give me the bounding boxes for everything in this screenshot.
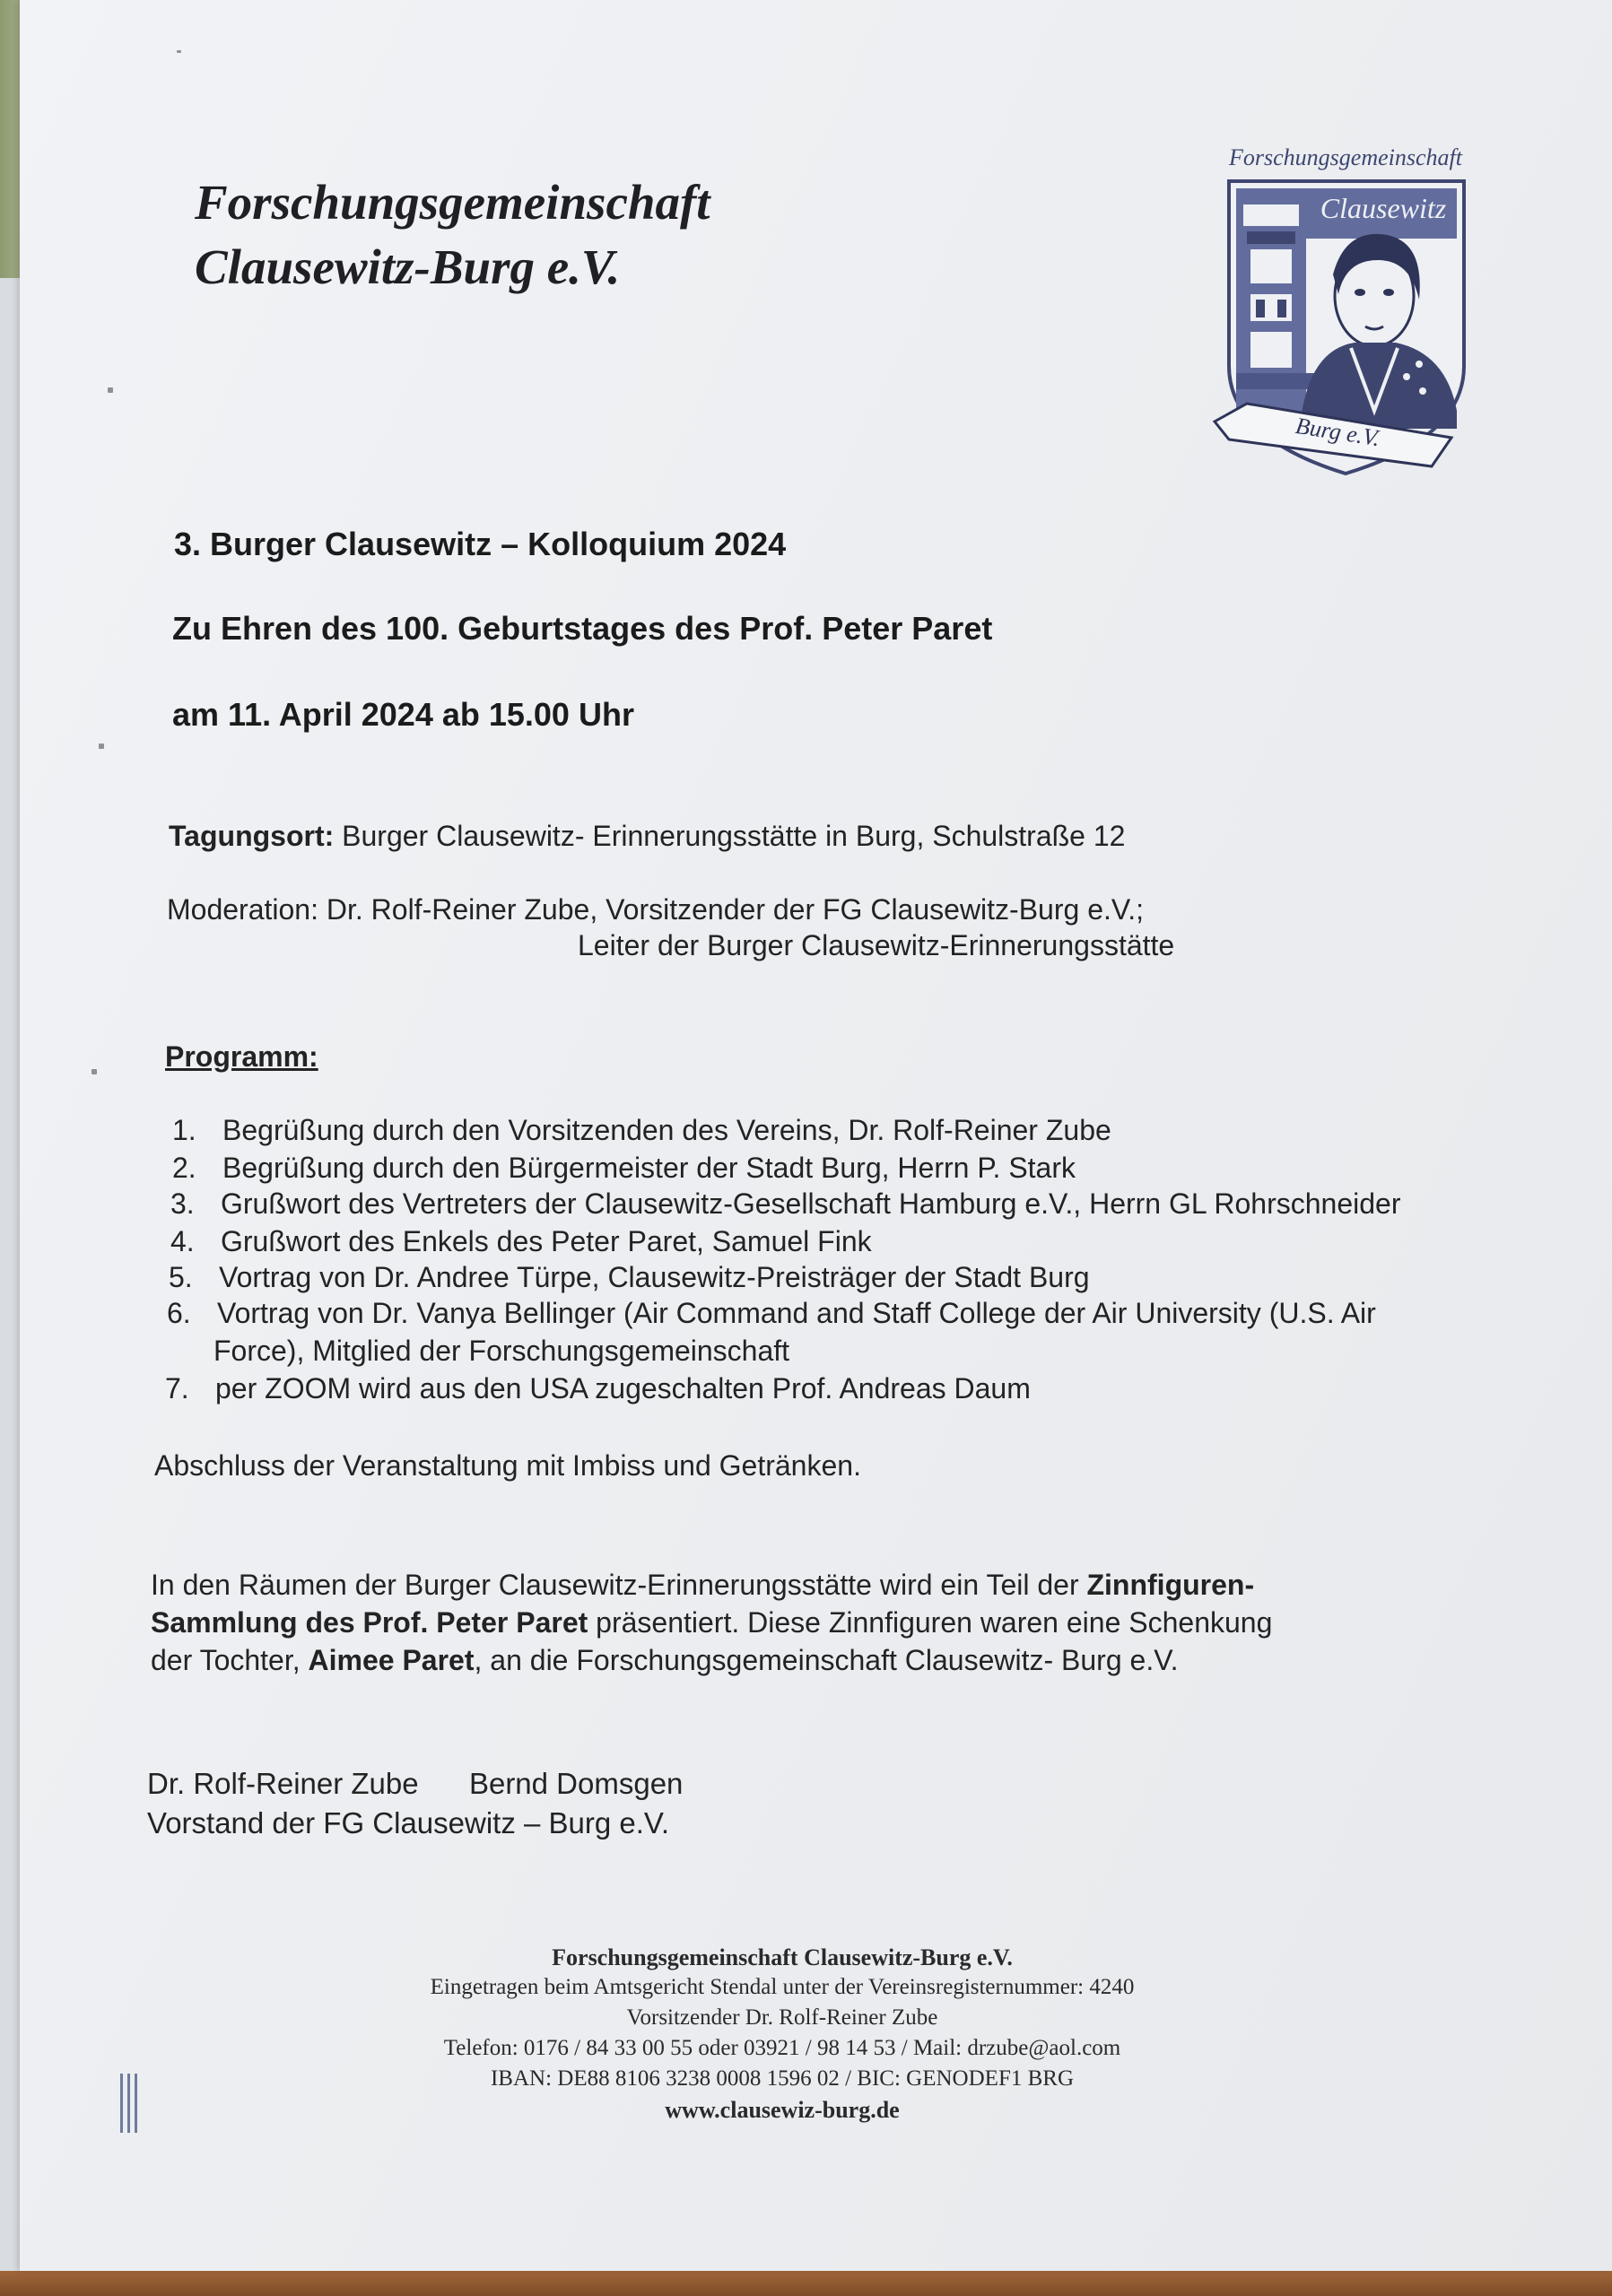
collection-text: präsentiert. Diese Zinnfiguren waren eine Schenkung (588, 1606, 1273, 1639)
moderation-line2: Leiter der Burger Clausewitz-Erinnerungsstätte (578, 929, 1175, 961)
program-heading: Programm: (165, 1040, 318, 1073)
moderation-line1: Moderation: Dr. Rolf-Reiner Zube, Vorsitzender der FG Clausewitz-Burg e.V.; (167, 893, 1145, 926)
program-item-number: 7. (165, 1372, 189, 1405)
program-item-text: Begrüßung durch den Vorsitzenden des Vereins, Dr. Rolf-Reiner Zube (222, 1114, 1111, 1146)
margin-mark (120, 2074, 140, 2133)
program-item-text-continued: Force), Mitglied der Forschungsgemeinschaft (213, 1335, 790, 1367)
paper-speck (108, 387, 113, 393)
collection-highlight: Zinnfiguren- (1086, 1569, 1255, 1601)
venue-line (169, 820, 1125, 853)
program-item-text: per ZOOM wird aus den USA zugeschalten Prof. Andreas Daum (215, 1372, 1031, 1405)
program-item-text: Vortrag von Dr. Vanya Bellinger (Air Command and Staff College der Air University (U.S. Air (217, 1297, 1376, 1329)
org-title-line2: Clausewitz-Burg e.V. (195, 239, 621, 294)
program-item-number: 1. (172, 1114, 196, 1146)
collection-text: , an die Forschungsgemeinschaft Clausewitz- Burg e.V. (474, 1644, 1179, 1676)
program-item-number: 6. (167, 1297, 191, 1329)
org-title (195, 170, 710, 300)
signature-name-1: Dr. Rolf-Reiner Zube (147, 1767, 419, 1800)
collection-paragraph (151, 1566, 1272, 1679)
venue-label: Tagungsort: (169, 820, 335, 852)
program-item-number: 2. (172, 1152, 196, 1184)
program-item-number: 3. (170, 1187, 195, 1220)
closing-note: Abschluss der Veranstaltung mit Imbiss und Getränken. (154, 1449, 861, 1482)
event-date: am 11. April 2024 ab 15.00 Uhr (172, 696, 634, 733)
program-item-number: 5. (169, 1261, 193, 1293)
footer-register: Eingetragen beim Amtsgericht Stendal unter der Vereinsregisternummer: 4240 (430, 1975, 1135, 1999)
signature-name-2: Bernd Domsgen (468, 1767, 684, 1800)
footer-contact: Telefon: 0176 / 84 33 00 55 oder 03921 / 98 14 53 / Mail: drzube@aol.com (443, 2036, 1121, 2060)
collection-highlight: Aimee Paret (308, 1644, 475, 1676)
logo-emblem (1211, 142, 1480, 483)
collection-line1 (151, 1566, 1272, 1604)
logo-banner-text: Burg e.V. (1294, 412, 1382, 452)
footer-website: www.clausewiz-burg.de (665, 2097, 900, 2123)
logo-top-text: Forschungsgemeinschaft (1229, 144, 1462, 170)
program-item-text: Vortrag von Dr. Andree Türpe, Clausewitz-Preisträger der Stadt Burg (219, 1261, 1090, 1293)
footer-org: Forschungsgemeinschaft Clausewitz-Burg e.V. (552, 1944, 1013, 1970)
program-item-text: Grußwort des Vertreters der Clausewitz-Gesellschaft Hamburg e.V., Herrn GL Rohrschneider (221, 1187, 1401, 1220)
program-item-number: 4. (170, 1225, 195, 1257)
document-page (20, 0, 1612, 2271)
event-title: 3. Burger Clausewitz – Kolloquium 2024 (174, 526, 787, 562)
logo-shield-text: Clausewitz (1320, 192, 1447, 224)
venue-text: Burger Clausewitz- Erinnerungsstätte in Burg, Schulstraße 12 (342, 820, 1126, 852)
program-item-text: Grußwort des Enkels des Peter Paret, Samuel Fink (221, 1225, 872, 1257)
paper-speck (91, 1069, 97, 1074)
collection-highlight: Sammlung des Prof. Peter Paret (151, 1606, 588, 1639)
footer-bank: IBAN: DE88 8106 3238 0008 1596 02 / BIC: GENODEF1 BRG (490, 2066, 1074, 2091)
program-item-text: Begrüßung durch den Bürgermeister der Stadt Burg, Herrn P. Stark (222, 1152, 1076, 1184)
paper-speck (177, 50, 181, 53)
paper-speck (99, 744, 104, 749)
event-subtitle: Zu Ehren des 100. Geburtstages des Prof. Peter Paret (172, 610, 993, 647)
collection-text: In den Räumen der Burger Clausewitz-Erinnerungsstätte wird ein Teil der (151, 1569, 1087, 1601)
footer-chair: Vorsitzender Dr. Rolf-Reiner Zube (626, 2005, 938, 2030)
collection-line2 (151, 1604, 1272, 1641)
signature-names (147, 1767, 683, 1801)
collection-line3 (151, 1641, 1272, 1679)
signature-role: Vorstand der FG Clausewitz – Burg e.V. (147, 1806, 670, 1839)
collection-text: der Tochter, (151, 1644, 309, 1676)
org-title-line1: Forschungsgemeinschaft (195, 175, 710, 230)
table-surface (0, 2271, 1612, 2296)
org-logo (1211, 142, 1480, 483)
